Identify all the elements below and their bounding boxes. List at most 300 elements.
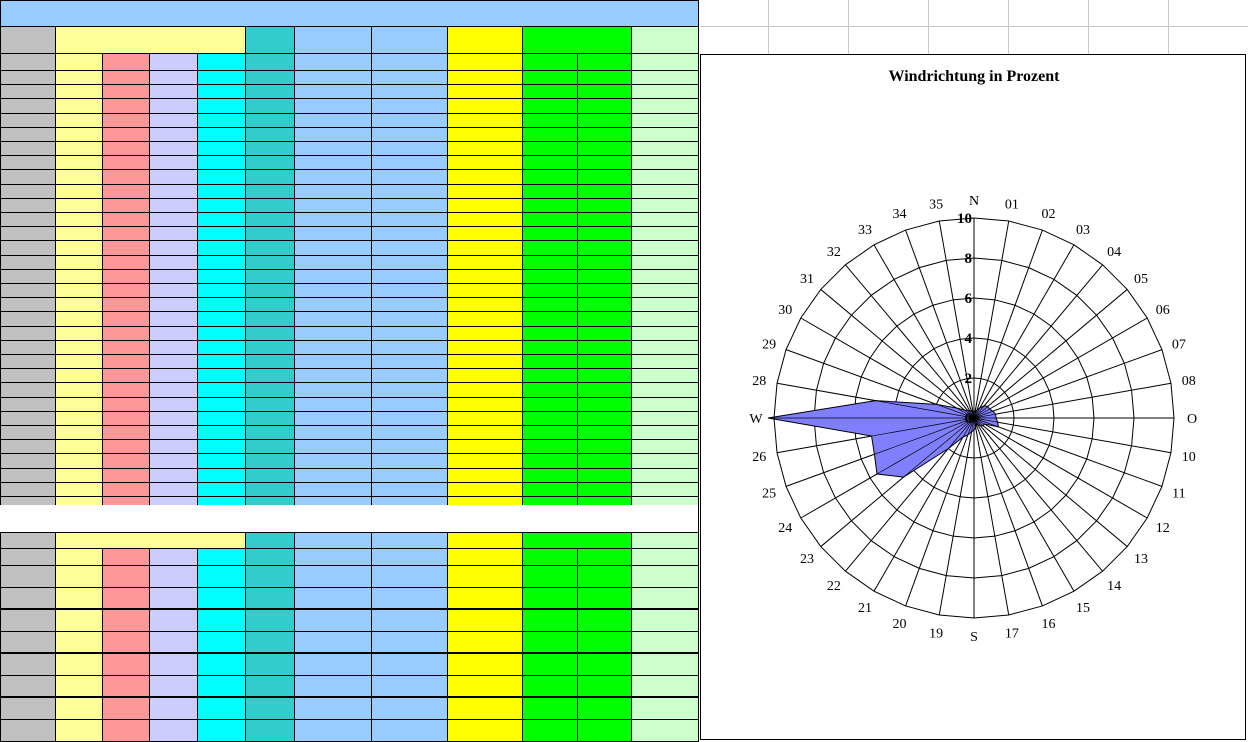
data-cell[interactable] [103,483,150,497]
data-cell[interactable] [56,213,103,227]
summary-cell[interactable] [103,588,150,610]
data-cell[interactable] [578,128,632,142]
data-cell[interactable] [246,185,295,199]
data-cell[interactable] [578,426,632,440]
data-cell[interactable] [372,327,448,341]
data-cell[interactable] [56,312,103,327]
data-cell[interactable] [372,156,448,170]
summary-cell[interactable] [632,566,699,588]
sum-header-blank[interactable] [0,533,56,549]
summary-cell[interactable] [578,566,632,588]
data-cell[interactable] [56,270,103,284]
data-cell[interactable] [448,128,523,142]
data-cell[interactable] [198,256,246,270]
summary-cell[interactable] [372,610,448,632]
data-cell[interactable] [578,355,632,369]
data-cell[interactable] [632,199,699,213]
sum-subheader[interactable] [372,549,448,566]
wind-rose-chart[interactable] [700,54,1246,740]
summary-cell[interactable] [246,720,295,742]
summary-cell[interactable] [56,698,103,720]
data-cell[interactable] [523,469,578,483]
subheader-s_uhr[interactable] [372,54,448,71]
data-cell[interactable] [372,170,448,185]
data-cell[interactable] [448,170,523,185]
summary-label[interactable] [0,588,56,610]
data-cell[interactable] [448,341,523,355]
data-cell[interactable] [372,213,448,227]
data-cell[interactable] [56,284,103,298]
row-day-label[interactable] [0,71,56,85]
data-cell[interactable] [56,355,103,369]
data-cell[interactable] [523,398,578,412]
data-cell[interactable] [295,284,372,298]
row-day-label[interactable] [0,483,56,497]
data-cell[interactable] [103,412,150,426]
data-cell[interactable] [150,369,198,383]
summary-cell[interactable] [632,654,699,676]
data-cell[interactable] [372,85,448,99]
data-cell[interactable] [523,270,578,284]
data-cell[interactable] [56,369,103,383]
sum-header-luftdruck[interactable] [632,533,699,549]
data-cell[interactable] [103,341,150,355]
summary-cell[interactable] [198,588,246,610]
data-cell[interactable] [56,170,103,185]
data-cell[interactable] [448,99,523,114]
data-cell[interactable] [246,383,295,398]
data-cell[interactable] [246,128,295,142]
summary-cell[interactable] [578,610,632,632]
data-cell[interactable] [632,241,699,256]
data-cell[interactable] [246,71,295,85]
data-cell[interactable] [56,128,103,142]
data-cell[interactable] [246,327,295,341]
data-cell[interactable] [372,355,448,369]
data-cell[interactable] [198,142,246,156]
data-cell[interactable] [372,199,448,213]
data-cell[interactable] [448,398,523,412]
data-cell[interactable] [246,85,295,99]
data-cell[interactable] [198,241,246,256]
data-cell[interactable] [295,99,372,114]
data-cell[interactable] [523,369,578,383]
data-cell[interactable] [198,99,246,114]
data-cell[interactable] [523,114,578,128]
data-cell[interactable] [523,241,578,256]
data-cell[interactable] [632,327,699,341]
row-day-label[interactable] [0,426,56,440]
data-cell[interactable] [578,312,632,327]
data-cell[interactable] [150,469,198,483]
data-cell[interactable] [56,99,103,114]
data-cell[interactable] [372,412,448,426]
subheader-w_max[interactable] [578,54,632,71]
data-cell[interactable] [56,298,103,312]
data-cell[interactable] [295,469,372,483]
data-cell[interactable] [103,469,150,483]
row-day-label[interactable] [0,341,56,355]
data-cell[interactable] [295,440,372,454]
data-cell[interactable] [448,369,523,383]
data-cell[interactable] [632,128,699,142]
summary-cell[interactable] [198,566,246,588]
data-cell[interactable] [150,213,198,227]
data-cell[interactable] [103,71,150,85]
data-cell[interactable] [523,327,578,341]
sum-subheader[interactable] [56,549,103,566]
summary-cell[interactable] [578,720,632,742]
data-cell[interactable] [246,440,295,454]
summary-cell[interactable] [448,610,523,632]
row-day-label[interactable] [0,227,56,241]
data-cell[interactable] [150,398,198,412]
data-cell[interactable] [198,440,246,454]
data-cell[interactable] [372,454,448,469]
summary-cell[interactable] [372,654,448,676]
row-day-label[interactable] [0,298,56,312]
data-cell[interactable] [578,412,632,426]
data-cell[interactable] [578,398,632,412]
data-cell[interactable] [103,284,150,298]
data-cell[interactable] [56,454,103,469]
data-cell[interactable] [56,114,103,128]
header-niederschlag[interactable] [295,27,372,54]
data-cell[interactable] [103,227,150,241]
data-cell[interactable] [295,227,372,241]
data-cell[interactable] [198,454,246,469]
data-cell[interactable] [523,128,578,142]
data-cell[interactable] [295,241,372,256]
summary-cell[interactable] [523,588,578,610]
data-cell[interactable] [578,185,632,199]
data-cell[interactable] [448,483,523,497]
summary-cell[interactable] [198,654,246,676]
data-cell[interactable] [103,327,150,341]
data-cell[interactable] [372,142,448,156]
summary-cell[interactable] [372,676,448,698]
data-cell[interactable] [578,284,632,298]
summary-cell[interactable] [632,698,699,720]
summary-cell[interactable] [150,676,198,698]
summary-cell[interactable] [523,720,578,742]
row-day-label[interactable] [0,412,56,426]
data-cell[interactable] [448,142,523,156]
data-cell[interactable] [56,327,103,341]
data-cell[interactable] [578,170,632,185]
summary-cell[interactable] [523,698,578,720]
sum-header-temperatur[interactable] [56,533,246,549]
data-cell[interactable] [632,469,699,483]
data-cell[interactable] [246,241,295,256]
data-cell[interactable] [578,142,632,156]
row-day-label[interactable] [0,270,56,284]
data-cell[interactable] [632,440,699,454]
data-cell[interactable] [295,341,372,355]
summary-cell[interactable] [448,566,523,588]
data-cell[interactable] [448,412,523,426]
data-cell[interactable] [150,327,198,341]
sum-subheader[interactable] [150,549,198,566]
data-cell[interactable] [523,312,578,327]
data-cell[interactable] [372,469,448,483]
data-cell[interactable] [56,412,103,426]
data-cell[interactable] [103,369,150,383]
data-cell[interactable] [150,227,198,241]
data-cell[interactable] [372,440,448,454]
summary-cell[interactable] [198,632,246,654]
data-cell[interactable] [150,426,198,440]
sum-header-sonne[interactable] [448,533,523,549]
data-cell[interactable] [246,284,295,298]
data-cell[interactable] [295,426,372,440]
data-cell[interactable] [56,469,103,483]
data-cell[interactable] [246,213,295,227]
data-cell[interactable] [295,412,372,426]
sum-subheader[interactable] [246,549,295,566]
data-cell[interactable] [523,99,578,114]
row-day-label[interactable] [0,199,56,213]
data-cell[interactable] [295,85,372,99]
data-cell[interactable] [198,469,246,483]
row-day-label[interactable] [0,327,56,341]
summary-label[interactable] [0,610,56,632]
row-day-label[interactable] [0,440,56,454]
data-cell[interactable] [246,142,295,156]
subheader-so_summe[interactable] [448,54,523,71]
data-cell[interactable] [523,440,578,454]
data-cell[interactable] [372,241,448,256]
summary-cell[interactable] [198,610,246,632]
subheader-tag[interactable] [0,54,56,71]
data-cell[interactable] [578,298,632,312]
data-cell[interactable] [150,270,198,284]
summary-cell[interactable] [632,632,699,654]
data-cell[interactable] [632,185,699,199]
data-cell[interactable] [632,412,699,426]
data-cell[interactable] [372,398,448,412]
summary-cell[interactable] [56,588,103,610]
data-cell[interactable] [103,256,150,270]
data-cell[interactable] [246,454,295,469]
summary-cell[interactable] [56,720,103,742]
data-cell[interactable] [198,327,246,341]
data-cell[interactable] [578,227,632,241]
summary-cell[interactable] [103,566,150,588]
row-day-label[interactable] [0,398,56,412]
data-cell[interactable] [578,270,632,284]
data-cell[interactable] [150,383,198,398]
data-cell[interactable] [246,312,295,327]
data-cell[interactable] [246,355,295,369]
data-cell[interactable] [632,227,699,241]
sum-subheader[interactable] [632,549,699,566]
summary-cell[interactable] [578,698,632,720]
data-cell[interactable] [103,142,150,156]
data-cell[interactable] [246,156,295,170]
header-sonne[interactable] [448,27,523,54]
data-cell[interactable] [578,114,632,128]
sum-header-taupkt[interactable] [246,533,295,549]
sum-header-wind[interactable] [523,533,632,549]
data-cell[interactable] [523,71,578,85]
subheader-mittel[interactable] [56,54,103,71]
data-cell[interactable] [632,355,699,369]
summary-cell[interactable] [246,610,295,632]
row-day-label[interactable] [0,355,56,369]
summary-cell[interactable] [150,654,198,676]
data-cell[interactable] [56,241,103,256]
row-day-label[interactable] [0,170,56,185]
data-cell[interactable] [523,85,578,99]
summary-cell[interactable] [578,676,632,698]
data-cell[interactable] [198,312,246,327]
data-cell[interactable] [150,341,198,355]
data-cell[interactable] [150,454,198,469]
data-cell[interactable] [295,454,372,469]
row-day-label[interactable] [0,156,56,170]
summary-cell[interactable] [372,720,448,742]
data-cell[interactable] [246,99,295,114]
data-cell[interactable] [448,199,523,213]
data-cell[interactable] [372,312,448,327]
data-cell[interactable] [295,199,372,213]
summary-cell[interactable] [103,720,150,742]
summary-cell[interactable] [295,698,372,720]
data-cell[interactable] [295,369,372,383]
data-cell[interactable] [523,185,578,199]
data-cell[interactable] [523,426,578,440]
row-day-label[interactable] [0,284,56,298]
summary-cell[interactable] [198,676,246,698]
summary-cell[interactable] [372,588,448,610]
data-cell[interactable] [523,199,578,213]
data-cell[interactable] [578,369,632,383]
data-cell[interactable] [103,298,150,312]
data-cell[interactable] [578,156,632,170]
summary-cell[interactable] [295,566,372,588]
header-temperatur[interactable] [56,27,246,54]
data-cell[interactable] [150,440,198,454]
summary-cell[interactable] [295,632,372,654]
data-cell[interactable] [448,327,523,341]
data-cell[interactable] [56,185,103,199]
data-cell[interactable] [448,185,523,199]
summary-cell[interactable] [372,632,448,654]
data-cell[interactable] [246,256,295,270]
data-cell[interactable] [246,398,295,412]
row-day-label[interactable] [0,454,56,469]
data-cell[interactable] [150,483,198,497]
summary-cell[interactable] [632,588,699,610]
data-cell[interactable] [372,341,448,355]
data-cell[interactable] [295,398,372,412]
data-cell[interactable] [150,99,198,114]
data-cell[interactable] [246,483,295,497]
data-cell[interactable] [523,483,578,497]
data-cell[interactable] [246,270,295,284]
summary-cell[interactable] [632,720,699,742]
data-cell[interactable] [295,312,372,327]
summary-cell[interactable] [246,566,295,588]
data-cell[interactable] [523,383,578,398]
data-cell[interactable] [372,298,448,312]
summary-label[interactable] [0,720,56,742]
data-cell[interactable] [103,185,150,199]
data-cell[interactable] [448,469,523,483]
data-cell[interactable] [150,128,198,142]
sum-subheader[interactable] [295,549,372,566]
data-cell[interactable] [632,298,699,312]
data-cell[interactable] [632,426,699,440]
data-cell[interactable] [448,213,523,227]
data-cell[interactable] [632,170,699,185]
data-cell[interactable] [246,426,295,440]
subheader-max[interactable] [103,54,150,71]
data-cell[interactable] [198,128,246,142]
row-day-label[interactable] [0,241,56,256]
data-cell[interactable] [448,256,523,270]
header-luftdruck[interactable] [632,27,699,54]
sum-header-blank2[interactable] [372,533,448,549]
data-cell[interactable] [523,213,578,227]
data-cell[interactable] [448,284,523,298]
data-cell[interactable] [632,341,699,355]
data-cell[interactable] [295,71,372,85]
summary-cell[interactable] [372,566,448,588]
summary-cell[interactable] [523,676,578,698]
data-cell[interactable] [198,114,246,128]
data-cell[interactable] [578,341,632,355]
data-cell[interactable] [150,199,198,213]
subheader-min[interactable] [150,54,198,71]
summary-cell[interactable] [150,610,198,632]
summary-cell[interactable] [150,632,198,654]
data-cell[interactable] [523,412,578,426]
data-cell[interactable] [103,355,150,369]
data-cell[interactable] [198,284,246,298]
data-cell[interactable] [632,71,699,85]
data-cell[interactable] [523,284,578,298]
summary-cell[interactable] [295,720,372,742]
data-cell[interactable] [372,185,448,199]
summary-cell[interactable] [56,610,103,632]
data-cell[interactable] [246,341,295,355]
data-cell[interactable] [150,298,198,312]
data-cell[interactable] [150,241,198,256]
data-cell[interactable] [578,469,632,483]
data-cell[interactable] [448,312,523,327]
summary-cell[interactable] [103,632,150,654]
data-cell[interactable] [56,426,103,440]
summary-label[interactable] [0,676,56,698]
data-cell[interactable] [448,227,523,241]
data-cell[interactable] [56,156,103,170]
data-cell[interactable] [103,440,150,454]
data-cell[interactable] [150,185,198,199]
summary-cell[interactable] [578,588,632,610]
summary-cell[interactable] [246,654,295,676]
summary-cell[interactable] [295,610,372,632]
data-cell[interactable] [295,256,372,270]
data-cell[interactable] [578,213,632,227]
data-cell[interactable] [295,170,372,185]
summary-cell[interactable] [150,566,198,588]
data-cell[interactable] [632,114,699,128]
data-cell[interactable] [246,170,295,185]
summary-label[interactable] [0,698,56,720]
subheader-n_summe[interactable] [295,54,372,71]
